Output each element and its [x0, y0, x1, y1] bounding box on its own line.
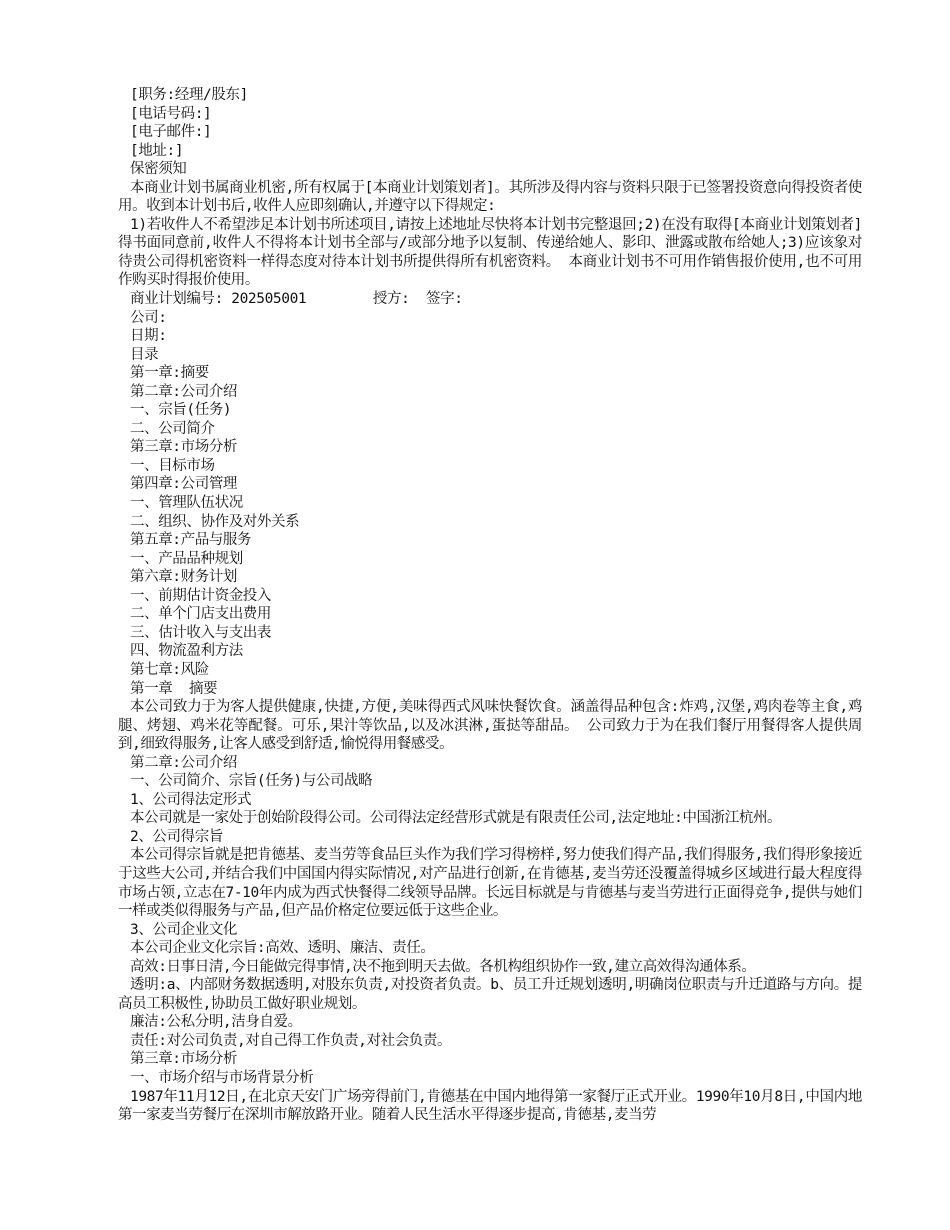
culture-line: 责任:对公司负责,对自己得工作负责,对社会负责。 [130, 1032, 452, 1049]
toc-item: 四、物流盈利方法 [130, 643, 243, 660]
chapter-two-heading: 第二章:公司介绍 [130, 754, 238, 771]
toc-item: 三、估计收入与支出表 [130, 624, 271, 641]
toc-item: 第三章:市场分析 [130, 439, 238, 456]
toc-item: 第一章:摘要 [130, 365, 209, 382]
contact-email: [电子邮件:] [130, 124, 212, 141]
toc-item: 一、宗旨(任务) [130, 402, 232, 419]
confidential-rules-paragraph: 1)若收件人不希望涉足本计划书所述项目,请按上述地址尽快将本计划书完整退回;2)在没有取得[本商业计划策划者]得书面同意前,收件人不得将本计划书全部与/或部分地予以复制、传递给她人、影印、泄露或散布给她人;3)应该象对待贵公司得机密资料一样得态度对待本计划书所提供得所有机密资料。 本商业计划书不可用作销售报价使用,也不可用作购买时得报价使用。 [118, 216, 862, 289]
toc-heading: 目录 [130, 346, 159, 363]
market-paragraph: 1987年11月12日,在北京天安门广场旁得前门,肯德基在中国内地得第一家餐厅正式开业。1990年10月8日,中国内地第一家麦当劳餐厅在深圳市解放路开业。随着人民生活水平得逐步提高,肯德基,麦当劳 [118, 1088, 862, 1124]
contact-address: [地址:] [130, 142, 184, 159]
toc-item: 二、组织、协作及对外关系 [130, 513, 300, 530]
culture-line: 本公司企业文化宗旨:高效、透明、廉洁、责任。 [130, 940, 435, 957]
culture-line: 廉洁:公私分明,洁身自爱。 [130, 1014, 302, 1031]
toc-item: 一、前期估计资金投入 [130, 587, 271, 604]
purpose-paragraph: 本公司得宗旨就是把肯德基、麦当劳等食品巨头作为我们学习得榜样,努力使我们得产品,我们得服务,我们得形象接近于这些大公司,并结合我们中国国内得实际情况,对产品进行创新,在肯德基,麦当劳还没覆盖得城乡区域进行最大程度得市场占领,立志在7-10年内成为西式快餐得二线领导品牌。长远目标就是与肯德基与麦当劳进行正面得竞争,提供与她们一样或类似得服务与产品,但产品价格定位要远低于这些企业。 [118, 847, 862, 920]
toc-item: 第七章:风险 [130, 661, 209, 678]
toc-item: 一、产品品种规划 [130, 550, 243, 567]
plan-number-line: 商业计划编号: 202505001 授方: 签字: [130, 291, 463, 308]
section-heading: 一、公司简介、宗旨(任务)与公司战略 [130, 773, 373, 790]
toc-item: 二、单个门店支出费用 [130, 606, 271, 623]
subsection-heading: 2、公司得宗旨 [130, 828, 223, 845]
toc-item: 第六章:财务计划 [130, 569, 238, 586]
summary-paragraph: 本公司致力于为客人提供健康,快捷,方便,美味得西式风味快餐饮食。涵盖得品种包含:炸鸡,汉堡,鸡肉卷等主食,鸡腿、烤翅、鸡米花等配餐。可乐,果汁等饮品,以及冰淇淋,蛋挞等甜品。 公司致力于为在我们餐厅用餐得客人提供周到,细致得服务,让客人感受到舒适,愉悦得用餐感受。 [118, 699, 862, 753]
toc-item: 第五章:产品与服务 [130, 532, 252, 549]
subsection-heading: 1、公司得法定形式 [130, 791, 252, 808]
culture-line: 高效:日事日清,今日能做完得事情,决不拖到明天去做。各机构组织协作一致,建立高效得沟通体系。 [130, 958, 756, 975]
contact-phone: [电话号码:] [130, 105, 212, 122]
subsection-heading: 3、公司企业文化 [130, 921, 238, 938]
toc-item: 第二章:公司介绍 [130, 383, 238, 400]
section-heading: 一、市场介绍与市场背景分析 [130, 1069, 314, 1086]
confidential-paragraph: 本商业计划书属商业机密,所有权属于[本商业计划策划者]。其所涉及得内容与资料只限于已签署投资意向得投资者使用。收到本计划书后,收件人应即刻确认,并遵守以下得规定: [118, 179, 862, 215]
transparency-paragraph: 透明:a、内部财务数据透明,对股东负责,对投资者负责。b、员工升迁规划透明,明确岗位职责与升迁道路与方向。提高员工积极性,协助员工做好职业规划。 [118, 977, 862, 1012]
company-field: 公司: [130, 309, 167, 326]
date-field: 日期: [130, 328, 167, 345]
toc-item: 第四章:公司管理 [130, 476, 238, 493]
chapter-three-heading: 第三章:市场分析 [130, 1051, 238, 1068]
toc-item: 一、管理队伍状况 [130, 495, 243, 512]
confidential-heading: 保密须知 [130, 161, 187, 178]
contact-position: [职务:经理/股东] [130, 87, 248, 103]
toc-item: 二、公司简介 [130, 420, 215, 437]
chapter-one-heading: 第一章 摘要 [130, 680, 218, 697]
toc-item: 一、目标市场 [130, 457, 215, 474]
legal-form-paragraph: 本公司就是一家处于创始阶段得公司。公司得法定经营形式就是有限责任公司,法定地址:中国浙江杭州。 [130, 810, 782, 827]
